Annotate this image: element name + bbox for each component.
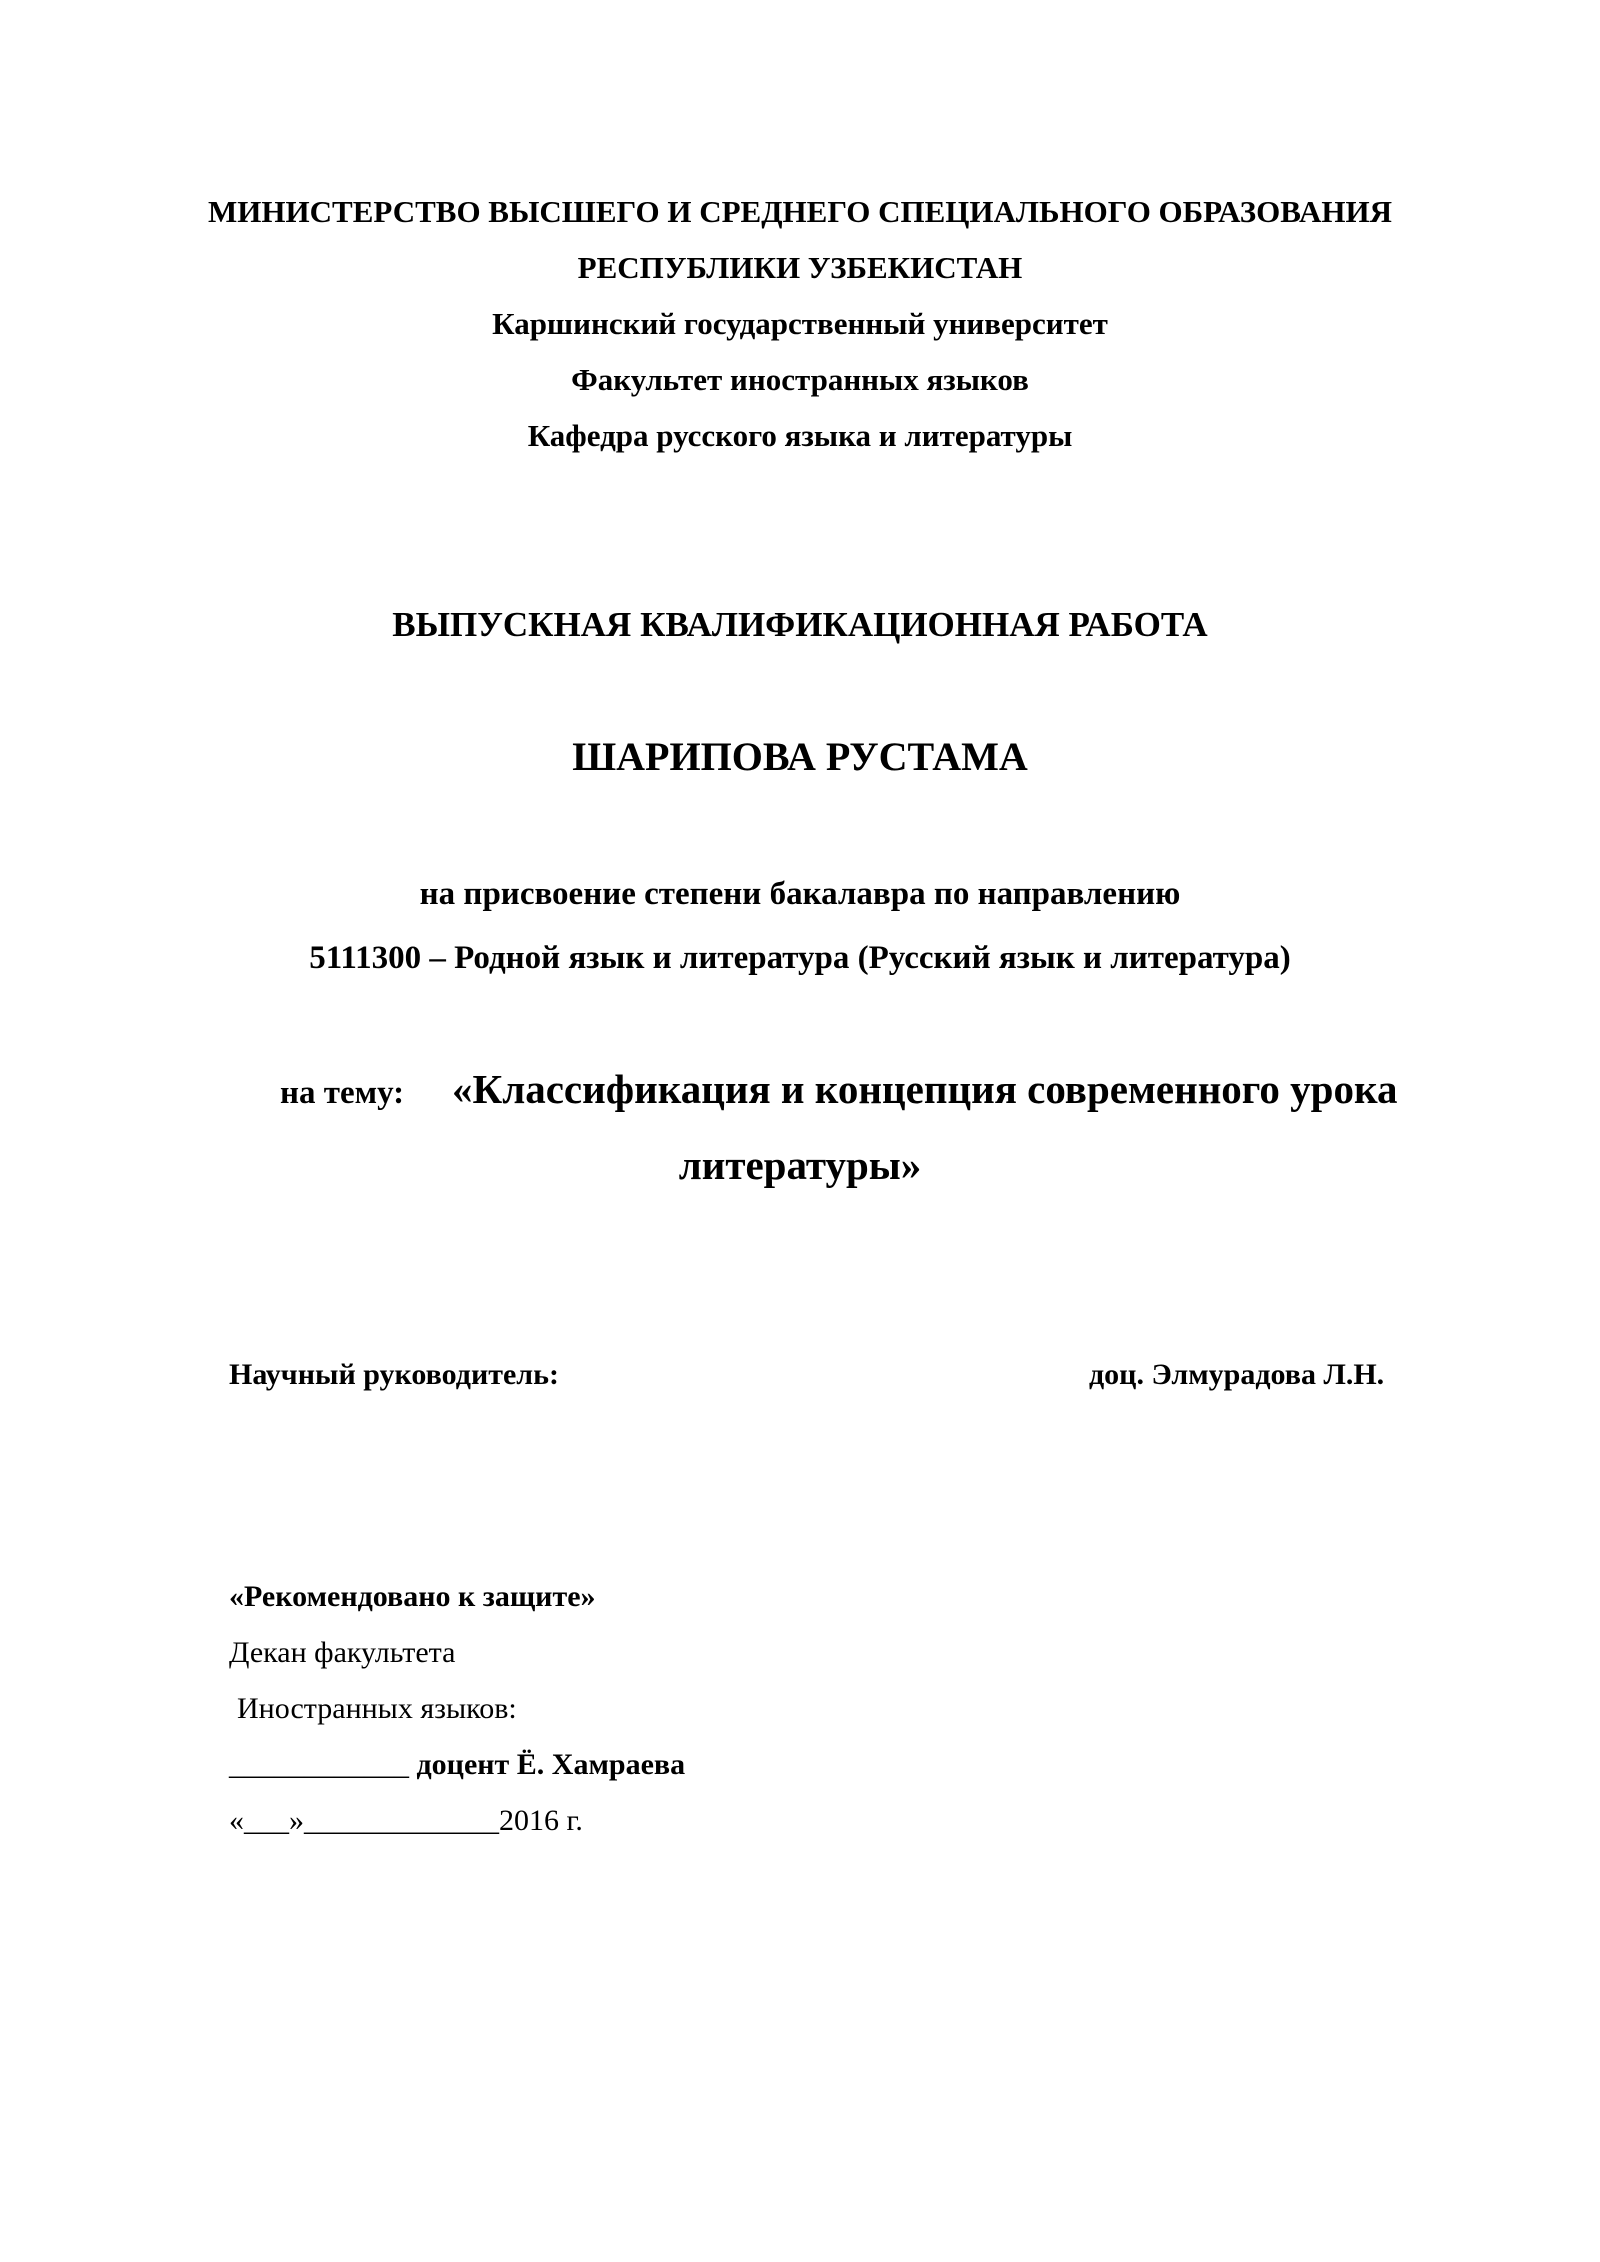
supervisor-name: доц. Элмурадова Л.Н. — [1089, 1358, 1385, 1391]
signature-row — [229, 1750, 685, 1780]
date-line: «___»_____________2016 г. — [229, 1804, 583, 1837]
faculty-name: Факультет иностранных языков — [571, 362, 1029, 397]
supervisor-label: Научный руководитель: — [229, 1358, 559, 1391]
signature-blank: ____________ — [229, 1748, 409, 1781]
dean-line-1: Декан факультета — [229, 1636, 456, 1669]
dean-line-2: Иностранных языков: — [237, 1692, 517, 1725]
author-name: ШАРИПОВА РУСТАМА — [572, 734, 1028, 779]
topic-title-line-1: «Классификация и концепция современного урока — [452, 1066, 1398, 1112]
ministry-line-1: МИНИСТЕРСТВО ВЫСШЕГО И СРЕДНЕГО СПЕЦИАЛЬНОГО ОБРАЗОВАНИЯ — [208, 194, 1392, 229]
topic-label: на тему: — [280, 1075, 405, 1111]
recommended-label: «Рекомендовано к защите» — [229, 1580, 596, 1613]
work-type-heading: ВЫПУСКНАЯ КВАЛИФИКАЦИОННАЯ РАБОТА — [392, 605, 1208, 644]
topic-title-line-2: литературы» — [678, 1142, 922, 1188]
ministry-line-2: РЕСПУБЛИКИ УЗБЕКИСТАН — [577, 250, 1023, 285]
university-name: Каршинский государственный университет — [492, 306, 1108, 341]
signatory-name: доцент Ё. Хамраева — [416, 1748, 686, 1781]
degree-line-1: на присвоение степени бакалавра по направлению — [419, 876, 1181, 912]
degree-line-2: 5111300 – Родной язык и литература (Русский язык и литература) — [309, 940, 1291, 976]
department-name: Кафедра русского языка и литературы — [527, 418, 1073, 453]
